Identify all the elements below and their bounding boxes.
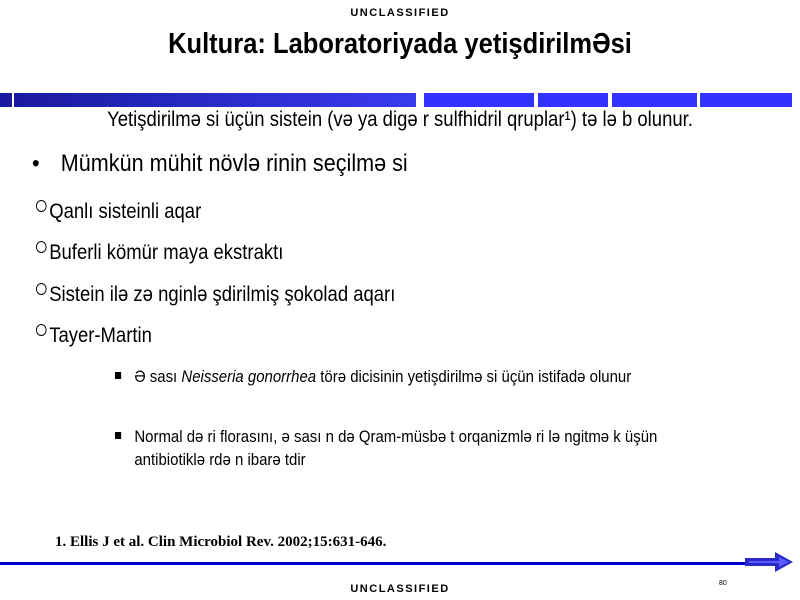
media-option-text: Sistein ilə zə nginlə şdirilmiş şokolad aqarı bbox=[49, 283, 396, 306]
organism-name: Neisseria gonorrhea bbox=[181, 367, 317, 386]
media-option bbox=[36, 200, 201, 224]
square-bullet-icon bbox=[115, 432, 121, 439]
title-rule-bar bbox=[0, 93, 800, 107]
slide-title: Kultura: Laboratoriyada yetişdirilmƏsi bbox=[168, 28, 632, 60]
ring-bullet-icon bbox=[36, 324, 47, 336]
media-option bbox=[36, 241, 283, 265]
page-number: 80 bbox=[719, 580, 727, 587]
main-bullet-text: Mümkün mühit növlə rinin seçilmə si bbox=[60, 150, 408, 177]
detail-item bbox=[115, 425, 696, 471]
media-option-text: Tayer-Martin bbox=[49, 324, 152, 347]
detail-item bbox=[115, 365, 696, 388]
media-option bbox=[36, 324, 152, 348]
square-bullet-icon bbox=[115, 372, 121, 379]
media-option-text: Qanlı sisteinli aqar bbox=[49, 200, 202, 223]
detail-text: Normal də ri florasını, ə sası n də Qram-müsbə t orqanizmlə ri lə ngitmə k üşün antibiotiklə rdə n ibarə tdir bbox=[134, 427, 658, 469]
main-bullet bbox=[32, 150, 408, 178]
requirement-statement: Yetişdirilmə si üçün sistein (və ya digə r sulfhidril qruplar¹) tə lə b olunur. bbox=[107, 108, 693, 131]
footer-rule bbox=[0, 562, 760, 565]
ring-bullet-icon bbox=[36, 283, 47, 295]
media-option-text: Buferli kömür maya ekstraktı bbox=[49, 241, 284, 264]
bullet-dot-icon: • bbox=[32, 150, 40, 177]
classification-banner-bottom: UNCLASSIFIED bbox=[350, 583, 450, 595]
ring-bullet-icon bbox=[36, 200, 47, 212]
media-option bbox=[36, 283, 395, 307]
detail-text: Ə sası Neisseria gonorrhea törə dicisinin yetişdirilmə si üçün istifadə olunur bbox=[134, 367, 632, 386]
arrow-icon bbox=[745, 552, 793, 572]
ring-bullet-icon bbox=[36, 241, 47, 253]
footnote-reference: 1. Ellis J et al. Clin Microbiol Rev. 2002;15:631-646. bbox=[55, 534, 387, 550]
classification-banner-top: UNCLASSIFIED bbox=[350, 7, 450, 19]
